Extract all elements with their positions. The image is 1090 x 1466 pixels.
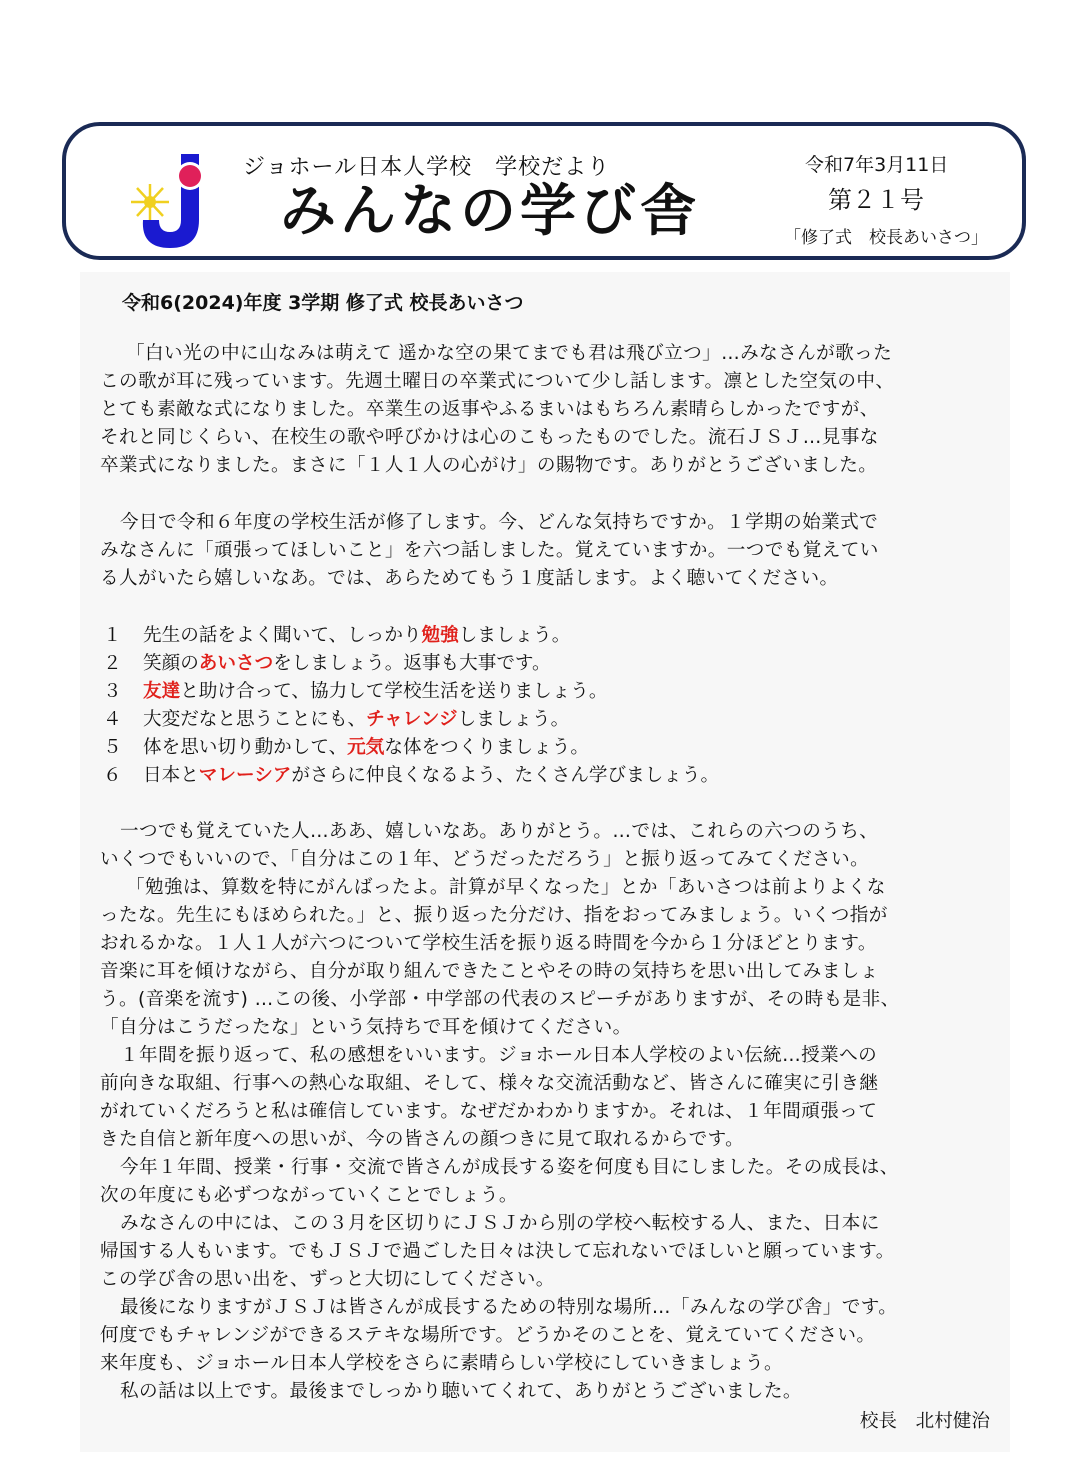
paragraph-line: この学び舎の思い出を、ずっと大切にしてください。 [100, 1269, 555, 1290]
goal-text: 日本と [143, 765, 199, 786]
issue-topic: 「修了式 校長あいさつ」 [784, 228, 988, 248]
paragraph-line: 私の話は以上です。最後までしっかり聴いてくれて、ありがとうございました。 [120, 1381, 802, 1402]
goal-text: をしましょう。返事も大事です。 [273, 653, 551, 674]
goal-item [103, 734, 589, 762]
goal-text: な体をつくりましょう。 [384, 737, 589, 758]
paragraph-line: 卒業式になりました。まさに「１人１人の心がけ」の賜物です。ありがとうございました。 [100, 455, 878, 476]
article-heading: 令和6(2024)年度 3学期 修了式 校長あいさつ [122, 292, 524, 314]
paragraph-line: １年間を振り返って、私の感想をいいます。ジョホール日本人学校のよい伝統…授業への [120, 1045, 878, 1066]
newsletter-title: みんなの学び舎 [280, 179, 700, 244]
issue-number: 第２１号 [828, 186, 924, 214]
goal-number: ３ [103, 681, 122, 702]
paragraph-line: 今年１年間、授業・行事・交流で皆さんが成長する姿を何度も目にしました。その成長は、 [120, 1157, 899, 1178]
paragraph-line: る人がいたら嬉しいなあ。では、あらためてもう１度話します。よく聴いてください。 [100, 568, 839, 589]
school-logo-icon [115, 148, 215, 253]
paragraph-line: きた自信と新年度への思いが、今の皆さんの顔つきに見て取れるからです。 [100, 1129, 745, 1150]
paragraph-line: う。(音楽を流す) …この後、小学部・中学部の代表のスピーチがありますが、その時も是非、 [100, 989, 900, 1010]
paragraph-line: 帰国する人もいます。でもＪＳＪで過ごした日々は決して忘れないでほしいと願っています。 [100, 1241, 895, 1262]
paragraph-line: 何度でもチャレンジができるステキな場所です。どうかそのことを、覚えていてください。 [100, 1325, 876, 1346]
goal-text: しましょう。 [458, 625, 571, 646]
goal-text: しましょう。 [457, 709, 570, 730]
paragraph-line: それと同じくらい、在校生の歌や呼びかけは心のこもったものでした。流石ＪＳＪ…見事な [100, 427, 879, 448]
goal-item [103, 650, 551, 678]
goal-item [103, 678, 608, 706]
paragraph-line: 今日で令和６年度の学校生活が修了します。今、どんな気持ちですか。１学期の始業式で [120, 512, 879, 533]
paragraph-line: この歌が耳に残っています。先週土曜日の卒業式について少し話します。凛とした空気の中、 [100, 371, 895, 392]
paragraph-line: ったな。先生にもほめられた。」と、振り返った分だけ、指をおってみましょう。いくつ指が [100, 905, 888, 926]
paragraph-line: みなさんに「頑張ってほしいこと」を六つ話しました。覚えていますか。一つでも覚えてい [100, 540, 879, 561]
paragraph-line: いくつでもいいので、「自分はこの１年、どうだっただろう」と振り返ってみてください。 [100, 849, 870, 870]
paragraph-line: 一つでも覚えていた人…ああ、嬉しいなあ。ありがとう。…では、これらの六つのうち、 [120, 821, 879, 842]
issue-date: 令和7年3月11日 [805, 154, 949, 176]
goal-text: 大変だなと思うことにも、 [143, 709, 367, 730]
paragraph-line: 「白い光の中に山なみは萌えて 遥かな空の果てまでも君は飛び立つ」…みなさんが歌った [126, 343, 893, 364]
goal-keyword: あいさつ [198, 653, 274, 674]
paragraph-line: 「自分はこうだったな」という気持ちで耳を傾けてください。 [100, 1017, 632, 1038]
paragraph-line: みなさんの中には、この３月を区切りにＪＳＪから別の学校へ転校する人、また、日本に [120, 1213, 880, 1234]
paragraph-line: 前向きな取組、行事への熱心な取組、そして、様々な交流活動など、皆さんに確実に引き継 [100, 1073, 879, 1094]
goal-item [103, 622, 570, 650]
paragraph-line: 最後になりますがＪＳＪは皆さんが成長するための特別な場所…「みんなの学び舎」です。 [120, 1297, 898, 1318]
goal-number: ６ [103, 765, 122, 786]
paragraph-line: 次の年度にも必ずつながっていくことでしょう。 [100, 1185, 518, 1206]
goal-item [103, 762, 719, 790]
goal-text: 体を思い切り動かして、 [143, 737, 348, 758]
goal-keyword: 勉強 [421, 625, 459, 646]
paragraph-line: おれるかな。１人１人が六つについて学校生活を振り返る時間を今から１分ほどとります。 [100, 933, 877, 954]
goal-item [103, 706, 569, 734]
paragraph-line: 来年度も、ジョホール日本人学校をさらに素晴らしい学校にしていきましょう。 [100, 1353, 784, 1374]
goal-number: ４ [103, 709, 122, 730]
school-name-line: ジョホール日本人学校 学校だより [243, 155, 611, 180]
goal-keyword: マレーシア [198, 765, 292, 786]
goal-number: ２ [103, 653, 122, 674]
goal-number: １ [103, 625, 122, 646]
goal-keyword: チャレンジ [366, 709, 458, 730]
paragraph-line: がれていくだろうと私は確信しています。なぜだかわかりますか。それは、１年間頑張って [100, 1101, 878, 1122]
principal-signature: 校長 北村健治 [859, 1411, 990, 1432]
paragraph-line: 「勉強は、算数を特にがんばったよ。計算が早くなった」とか「あいさつは前よりよくな [126, 877, 886, 898]
goal-text: 笑顔の [143, 653, 199, 674]
goal-keyword: 元気 [347, 737, 385, 758]
goal-text: がさらに仲良くなるよう、たくさん学びましょう。 [291, 765, 720, 786]
goal-number: ５ [103, 737, 122, 758]
goal-text: 先生の話をよく聞いて、しっかり [143, 625, 422, 646]
goal-keyword: 友達 [143, 681, 181, 702]
goal-text: と助け合って、協力して学校生活を送りましょう。 [180, 681, 608, 702]
paragraph-line: 音楽に耳を傾けながら、自分が取り組んできたことやその時の気持ちを思い出してみましょ [100, 961, 879, 982]
paragraph-line: とても素敵な式になりました。卒業生の返事やふるまいはもちろん素晴らしかったですが、 [100, 399, 879, 420]
